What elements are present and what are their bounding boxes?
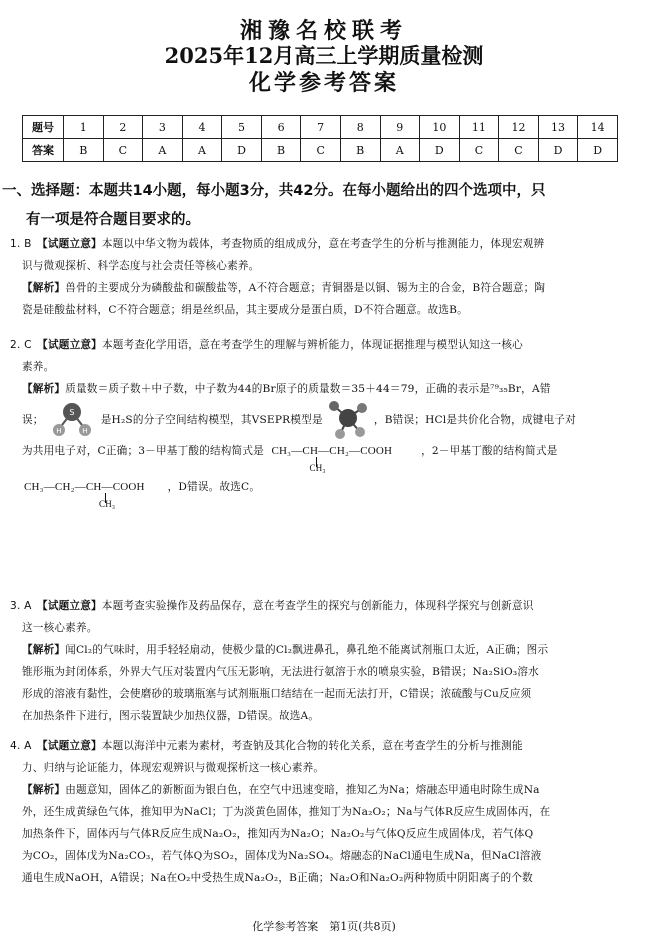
question-line: 识与微观探析、科学态度与社会责任等核心素养。 — [22, 260, 260, 272]
table-cell: 3 — [143, 116, 183, 139]
analysis-text: ，D错误。故选C。 — [167, 481, 261, 493]
intent-tag: 【试题立意】 — [42, 339, 102, 351]
exam-title: 2025年12月高三上学期质量检测 — [164, 43, 484, 68]
question-line — [10, 233, 636, 255]
table-cell: A — [182, 139, 222, 162]
question-line: 在加热条件下进行，图示装置缺少加热仪器，D错误。故选A。 — [22, 710, 320, 722]
question-number: 4. A — [10, 740, 32, 752]
analysis-text: ，B错误；HCl是共价化合物，成键电子对 — [373, 414, 576, 426]
table-cell: D — [578, 139, 618, 162]
structural-formula-2-methylbutanoic-acid — [24, 476, 164, 509]
question-line — [10, 440, 636, 476]
structural-formula-3-methylbutanoic-acid — [268, 440, 418, 473]
table-cell: 8 — [340, 116, 380, 139]
table-cell: 11 — [459, 116, 499, 139]
page-footer: 化学参考答案 第1页(共8页) — [252, 920, 396, 933]
table-cell: 2 — [103, 116, 143, 139]
table-cell: A — [380, 139, 420, 162]
table-cell: A — [143, 139, 183, 162]
question-line — [10, 639, 636, 661]
question-line: 为CO₂，固体戊为Na₂CO₃，若气体Q为SO₂，固体戊为Na₂SO₄。熔融态的NaCl通电生成Na，但NaCl溶液 — [22, 850, 542, 862]
table-cell: D — [420, 139, 460, 162]
row-label-number: 题号 — [23, 116, 64, 139]
analysis-tag: 【解析】 — [22, 282, 66, 294]
analysis-text: 为共用电子对，C正确；3－甲基丁酸的结构简式是 — [22, 445, 264, 457]
h2s-ball-stick-model-icon — [47, 401, 97, 439]
table-cell: D — [538, 139, 578, 162]
intent-tag: 【试题立意】 — [42, 600, 102, 612]
question-line — [10, 476, 636, 512]
table-cell: D — [222, 139, 262, 162]
formula-main-chain: CH₃—CH—CH₂—COOH — [271, 445, 393, 457]
question-line — [10, 779, 636, 801]
table-cell: 7 — [301, 116, 341, 139]
answer-table — [22, 115, 618, 162]
question-3 — [10, 595, 636, 727]
question-number: 1. B — [10, 238, 32, 250]
question-line — [10, 334, 636, 356]
analysis-text: 质量数＝质子数＋中子数，中子数为44的Br原子的质量数＝35＋44＝79，正确的表示是⁷⁹₃₅Br，A错 — [65, 383, 551, 395]
question-4 — [10, 735, 636, 889]
answer-key-title: 化学参考答案 — [248, 70, 399, 96]
table-cell: 1 — [64, 116, 104, 139]
analysis-text: 由题意知，固体乙的新断面为银白色，在空气中迅速变暗，推知乙为Na；熔融态甲通电时除生成Na — [65, 784, 540, 796]
table-cell: C — [301, 139, 341, 162]
question-line: 力、归纳与论证能力，体现宏观辨识与微观探析这一核心素养。 — [22, 762, 325, 774]
table-cell: B — [340, 139, 380, 162]
table-cell: B — [261, 139, 301, 162]
question-2 — [10, 334, 636, 512]
atom-label-h: H — [56, 427, 62, 435]
section-heading — [2, 177, 642, 235]
section-heading-line: 一、选择题：本题共14小题，每小题3分，共42分。在每小题给出的四个选项中，只 — [2, 183, 546, 199]
formula-branch: CH₃ — [309, 463, 326, 473]
table-cell: B — [64, 139, 104, 162]
question-line: 锥形瓶为封闭体系，外界大气压对装置内气压无影响，无法进行氨溶于水的喷泉实验，B错误；Na₂SiO₃溶水 — [22, 666, 539, 678]
question-number-row — [23, 116, 618, 139]
atom-label-s: S — [69, 408, 75, 417]
table-cell: 14 — [578, 116, 618, 139]
question-line: 加热条件下，固体丙与气体R反应生成Na₂O₂，推知丙为Na₂O；Na₂O₂与气体Q反应生成固体戊，若气体Q — [22, 828, 534, 840]
table-cell: C — [499, 139, 539, 162]
intent-tag: 【试题立意】 — [42, 238, 102, 250]
question-line: 这一核心素养。 — [22, 622, 98, 634]
question-line: 通电生成NaOH，A错误；Na在O₂中受热生成Na₂O₂，B正确；Na₂O和Na₂O₂两种物质中阴阳离子的个数 — [22, 872, 533, 884]
analysis-text: 误； — [22, 414, 44, 426]
table-cell: 4 — [182, 116, 222, 139]
row-label-answer: 答案 — [23, 139, 64, 162]
atom-label-h: H — [82, 427, 88, 435]
table-cell: 10 — [420, 116, 460, 139]
analysis-text: 是H₂S的分子空间结构模型，其VSEPR模型是 — [100, 414, 323, 426]
question-line — [10, 277, 636, 299]
question-line: 素养。 — [22, 361, 55, 373]
table-cell: 13 — [538, 116, 578, 139]
intent-text: 本题以中华文物为载体，考查物质的组成成分，意在考查学生的分析与推测能力，体现宏观辨 — [101, 238, 545, 250]
intent-text: 本题考查实验操作及药品保存，意在考查学生的探究与创新能力，体现科学探究与创新意识 — [101, 600, 534, 612]
question-line — [10, 595, 636, 617]
table-cell: C — [103, 139, 143, 162]
analysis-text: 闻Cl₂的气味时，用手轻轻扇动，使极少量的Cl₂飘进鼻孔，鼻孔绝不能离试剂瓶口太近，A正确；图示 — [65, 644, 549, 656]
table-cell: 12 — [499, 116, 539, 139]
answer-row — [23, 139, 618, 162]
analysis-text: ，2－甲基丁酸的结构简式是 — [421, 445, 558, 457]
question-number: 2. C — [10, 339, 32, 351]
formula-branch: CH₃ — [99, 499, 116, 509]
intent-text: 本题考查化学用语，意在考查学生的理解与辨析能力，体现证据推理与模型认知这一核心 — [101, 339, 523, 351]
question-line — [10, 735, 636, 757]
vsepr-tetrahedral-model-icon — [326, 400, 370, 440]
question-line: 外，还生成黄绿色气体，推知甲为NaCl；丁为淡黄色固体，推知丁为Na₂O₂；Na与气体R反应生成固体丙，在 — [22, 806, 551, 818]
table-cell: 5 — [222, 116, 262, 139]
question-line: 形成的溶液有黏性，会使磨砂的玻璃瓶塞与试剂瓶瓶口结结在一起而无法打开，C错误；浓硫酸与Cu反应须 — [22, 688, 532, 700]
table-cell: C — [459, 139, 499, 162]
analysis-tag: 【解析】 — [22, 784, 66, 796]
question-number: 3. A — [10, 600, 32, 612]
intent-tag: 【试题立意】 — [42, 740, 102, 752]
analysis-text: 兽骨的主要成分为磷酸盐和碳酸盐等，A不符合题意；青铜器是以铜、锡为主的合金，B符合题意；陶 — [65, 282, 546, 294]
question-line — [10, 400, 636, 440]
intent-text: 本题以海洋中元素为素材，考查钠及其化合物的转化关系，意在考查学生的分析与推测能 — [101, 740, 523, 752]
section-heading-line: 有一项是符合题目要求的。 — [26, 212, 200, 228]
analysis-tag: 【解析】 — [22, 644, 66, 656]
question-line — [10, 378, 636, 400]
question-line: 瓷是硅酸盐材料，C不符合题意；绢是丝织品，其主要成分是蛋白质，D不符合题意。故选B。 — [22, 304, 468, 316]
school-union-title: 湘豫名校联考 — [239, 18, 408, 44]
table-cell: 9 — [380, 116, 420, 139]
analysis-tag: 【解析】 — [22, 383, 66, 395]
formula-main-chain: CH₃—CH₂—CH—COOH — [24, 481, 145, 493]
question-1 — [10, 233, 636, 321]
table-cell: 6 — [261, 116, 301, 139]
